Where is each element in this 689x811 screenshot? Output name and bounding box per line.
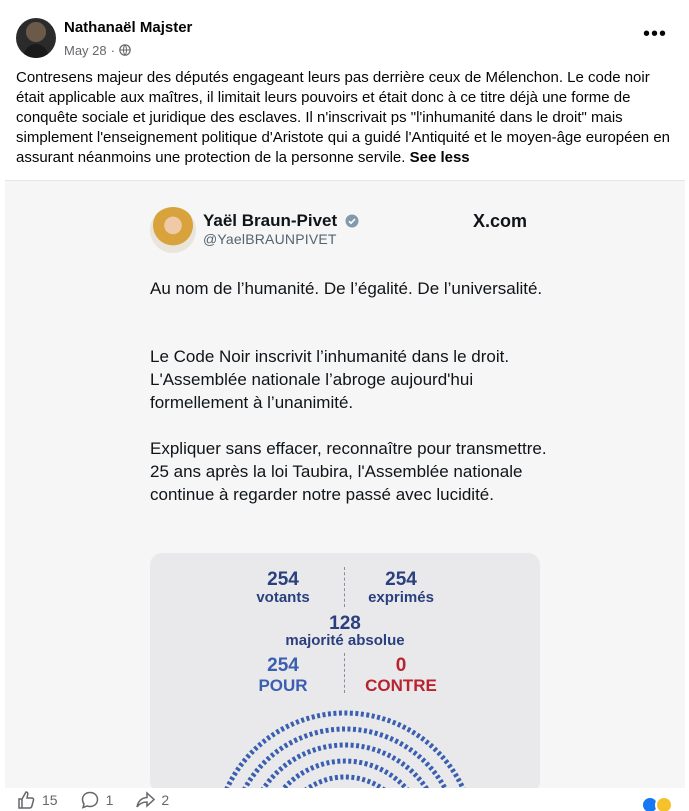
cropped-text-fragment bbox=[165, 180, 365, 183]
post-date[interactable]: May 28 bbox=[64, 42, 107, 58]
tweet-author-name-text: Yaël Braun-Pivet bbox=[203, 211, 338, 230]
verified-badge-icon bbox=[345, 214, 359, 228]
comment-count: 1 bbox=[105, 792, 114, 808]
share-count: 2 bbox=[161, 792, 170, 808]
tweet-author-avatar bbox=[150, 207, 196, 253]
contre-value: 0 bbox=[395, 655, 407, 676]
meta-separator: · bbox=[110, 42, 115, 58]
post-meta bbox=[64, 42, 192, 59]
votants-label: votants bbox=[256, 589, 310, 606]
reaction-summary[interactable] bbox=[645, 796, 673, 811]
comment-count-button[interactable] bbox=[80, 790, 114, 810]
x-logo: X.com bbox=[473, 211, 528, 231]
majorite-value: 128 bbox=[329, 613, 361, 634]
post-footer bbox=[16, 790, 689, 811]
tweet-paragraph-2: Le Code Noir inscrivit l’inhumanité dans le droit. L'Assemblée nationale l’abroge aujourd'hui formellement à l’unanimité. bbox=[150, 347, 510, 412]
pour-value: 254 bbox=[267, 655, 299, 676]
tweet-author-handle: @YaelBRAUNPIVET bbox=[203, 231, 337, 247]
vote-divider-bottom bbox=[344, 653, 345, 693]
exprimes-value: 254 bbox=[385, 569, 417, 590]
tweet-author-name bbox=[203, 211, 359, 231]
vote-results-box bbox=[150, 553, 540, 788]
post-media[interactable] bbox=[5, 180, 685, 788]
contre-label: CONTRE bbox=[365, 676, 437, 695]
author-name[interactable]: Nathanaël Majster bbox=[64, 18, 193, 36]
wow-reaction-icon bbox=[655, 796, 673, 811]
majorite-label: majorité absolue bbox=[285, 632, 405, 649]
vote-divider-top bbox=[344, 567, 345, 607]
hemicycle-seat-chart bbox=[205, 703, 485, 788]
post-body: Contresens majeur des députés engageant leurs pas derrière ceux de Mélenchon. Le code noir était applicable aux maîtres, il limitait leurs pouvoirs et était donc à ce titre déjà une forme de conquête sociale et juridique des esclaves. Il n'inscrivait ps "l'inhumanité dans le droit" mais simplement l'enseignement politique d'Aristote qui a guidé l'Antiquité et le moyen-âge européen en assurant néanmoins une protection de la personne servile. bbox=[16, 69, 671, 166]
exprimes-label: exprimés bbox=[368, 589, 434, 606]
like-count-button[interactable] bbox=[16, 790, 58, 810]
pour-label: POUR bbox=[258, 676, 308, 695]
see-less-link[interactable]: See less bbox=[409, 149, 470, 166]
author-avatar[interactable] bbox=[16, 18, 56, 58]
comment-icon bbox=[80, 790, 100, 810]
post-header bbox=[16, 16, 673, 60]
thumbs-up-icon bbox=[16, 790, 36, 810]
like-count: 15 bbox=[42, 792, 58, 808]
more-options-button[interactable]: ••• bbox=[643, 23, 668, 45]
post-text bbox=[16, 68, 676, 168]
tweet-paragraph-1: Au nom de l’humanité. De l’égalité. De l’universalité. bbox=[150, 279, 543, 298]
share-count-button[interactable] bbox=[135, 790, 169, 810]
votants-value: 254 bbox=[267, 569, 299, 590]
tweet-paragraph-3: Expliquer sans effacer, reconnaître pour transmettre. 25 ans après la loi Taubira, l'Assemblée nationale continue à regarder notre passé avec lucidité. bbox=[150, 439, 547, 504]
share-icon bbox=[135, 790, 155, 810]
globe-icon bbox=[119, 44, 131, 56]
tweet-screenshot bbox=[5, 181, 685, 788]
author-block bbox=[64, 18, 192, 59]
